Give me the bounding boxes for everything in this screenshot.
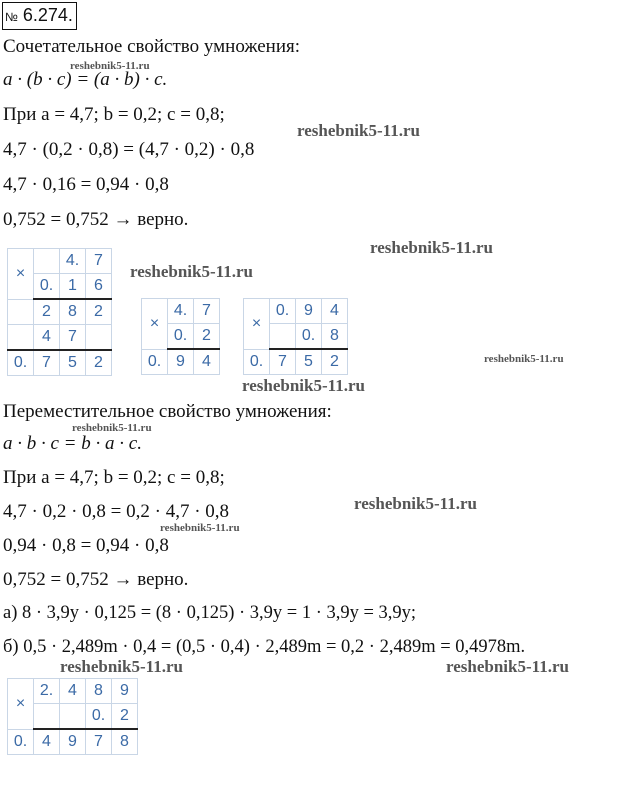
calc-digit: 7 <box>86 249 112 274</box>
calc1-grid <box>7 248 112 376</box>
problem-number-prefix: № <box>5 10 18 24</box>
calc-digit: 8 <box>322 324 348 350</box>
part-a-line: а) 8 · 3,9y · 0,125 = (8 · 0,125) · 3,9y = 1 · 3,9y = 3,9y; <box>3 603 417 623</box>
part2-heading: Переместительное свойство умножения: <box>3 401 332 422</box>
calc-digit: 5 <box>60 350 86 376</box>
multiply-sign: × <box>8 249 34 300</box>
calc-digit: 0. <box>86 704 112 730</box>
calc-digit: 8 <box>86 679 112 704</box>
part1-step3: 0,752 = 0,752 → верно. <box>3 209 189 230</box>
watermark: reshebnik5-11.ru <box>160 522 240 534</box>
part2-step3: 0,752 = 0,752 → верно. <box>3 569 189 590</box>
calc-digit: 7 <box>34 350 60 376</box>
calc-row <box>142 299 220 324</box>
calc-digit: 4 <box>322 299 348 324</box>
calc-row <box>244 349 348 375</box>
calc-digit: 4 <box>34 325 60 351</box>
part-b-line: б) 0,5 · 2,489m · 0,4 = (0,5 · 0,4) · 2,489m = 0,2 · 2,489m = 0,4978m. <box>3 637 526 657</box>
part2-step1: 4,7 · 0,2 · 0,8 = 0,2 · 4,7 · 0,8 <box>3 501 230 522</box>
calc-digit <box>86 325 112 351</box>
calc-digit: 2 <box>194 324 220 350</box>
calc-digit: 9 <box>112 679 138 704</box>
calc-digit: 5 <box>296 349 322 375</box>
calc-digit <box>270 324 296 350</box>
calc-digit: 2 <box>112 704 138 730</box>
part2-formula: a · b · c = b · a · c. <box>3 433 142 454</box>
watermark: reshebnik5-11.ru <box>60 657 183 676</box>
calc-digit: 2 <box>34 299 60 325</box>
watermark: reshebnik5-11.ru <box>484 353 564 365</box>
calc-digit: 7 <box>194 299 220 324</box>
watermark: reshebnik5-11.ru <box>242 376 365 395</box>
calc-digit: 2 <box>322 349 348 375</box>
calc-digit: 4. <box>60 249 86 274</box>
problem-number: 6.274. <box>22 5 73 25</box>
watermark: reshebnik5-11.ru <box>70 60 150 72</box>
calc-row <box>8 729 138 755</box>
part1-step2: 4,7 · 0,16 = 0,94 · 0,8 <box>3 174 169 195</box>
calc-digit <box>8 299 34 325</box>
calc-digit: 7 <box>60 325 86 351</box>
calc3-grid <box>243 298 348 375</box>
part1-given: При a = 4,7; b = 0,2; c = 0,8; <box>3 104 225 125</box>
calc-digit: 2 <box>86 350 112 376</box>
calc-row <box>142 349 220 375</box>
part1-heading: Сочетательное свойство умножения: <box>3 36 301 57</box>
calc-digit: 0. <box>244 349 270 375</box>
calc-digit: 2 <box>86 299 112 325</box>
calc-row <box>8 249 112 274</box>
calc-row <box>8 350 112 376</box>
part2-given: При a = 4,7; b = 0,2; c = 0,8; <box>3 467 225 488</box>
watermark: reshebnik5-11.ru <box>72 422 152 434</box>
calc-digit: 1 <box>60 274 86 300</box>
calc-digit: 9 <box>60 729 86 755</box>
calc-row <box>8 325 112 351</box>
calc-digit: 4 <box>60 679 86 704</box>
multiply-sign: × <box>8 679 34 730</box>
calc-digit: 7 <box>86 729 112 755</box>
calc-digit: 4. <box>168 299 194 324</box>
calc-digit: 0. <box>34 274 60 300</box>
calc-digit: 9 <box>296 299 322 324</box>
calc-digit: 9 <box>168 349 194 375</box>
calc2-grid <box>141 298 220 375</box>
calc4-grid <box>7 678 138 755</box>
calc-row <box>8 679 138 704</box>
calc-digit: 8 <box>112 729 138 755</box>
watermark: reshebnik5-11.ru <box>130 262 253 281</box>
part1-formula: a · (b · c) = (a · b) · c. <box>3 69 168 90</box>
calc-row <box>244 299 348 324</box>
part2-step2: 0,94 · 0,8 = 0,94 · 0,8 <box>3 535 169 556</box>
watermark: reshebnik5-11.ru <box>354 494 477 513</box>
calc-digit <box>8 325 34 351</box>
multiply-sign: × <box>142 299 168 350</box>
calc-digit: 4 <box>34 729 60 755</box>
part1-step1: 4,7 · (0,2 · 0,8) = (4,7 · 0,2) · 0,8 <box>3 139 255 160</box>
calc-digit <box>34 249 60 274</box>
calc-digit: 7 <box>270 349 296 375</box>
calc-digit: 0. <box>168 324 194 350</box>
calc-digit: 2. <box>34 679 60 704</box>
problem-number-badge <box>2 2 77 30</box>
calc-digit: 0. <box>8 350 34 376</box>
calc-digit: 8 <box>60 299 86 325</box>
calc-digit <box>60 704 86 730</box>
multiply-sign: × <box>244 299 270 350</box>
watermark: reshebnik5-11.ru <box>370 238 493 257</box>
calc-digit <box>34 704 60 730</box>
watermark: reshebnik5-11.ru <box>297 121 420 140</box>
watermark: reshebnik5-11.ru <box>446 657 569 676</box>
calc-row <box>8 299 112 325</box>
calc-digit: 0. <box>296 324 322 350</box>
calc-digit: 0. <box>270 299 296 324</box>
calc-digit: 6 <box>86 274 112 300</box>
calc-digit: 0. <box>142 349 168 375</box>
calc-digit: 0. <box>8 729 34 755</box>
calc-digit: 4 <box>194 349 220 375</box>
